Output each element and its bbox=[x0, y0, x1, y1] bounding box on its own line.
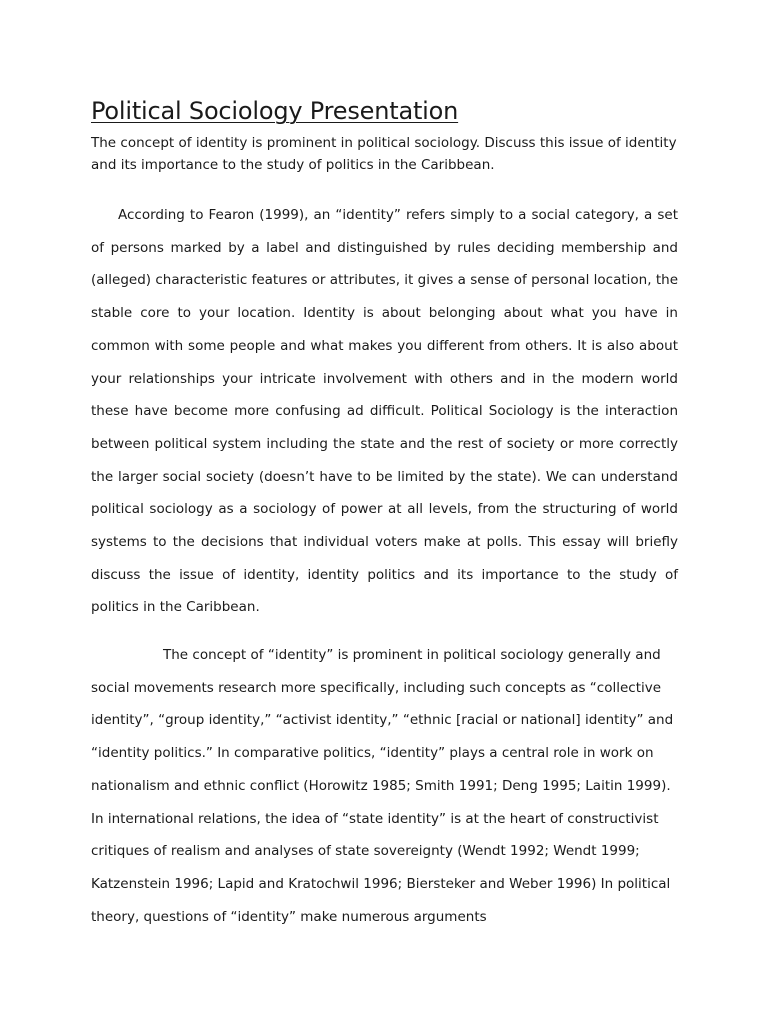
document-title: Political Sociology Presentation bbox=[91, 97, 459, 125]
body-paragraph-1: According to Fearon (1999), an “identity” refers simply to a social category, a set of persons marked by a label and distinguished by rules deciding membership and (alleged) characteristic features or attributes, it gives a sense of personal location, the stable core to your location. Identity is about belonging about what you have in common with some people and what makes you different from others. It is also about your relationships your intricate involvement with others and in the modern world these have become more confusing ad difficult. Political Sociology is the interaction between political system including the state and the rest of society or more correctly the larger social society (doesn’t have to be limited by the state). We can understand political sociology as a sociology of power at all levels, from the structuring of world systems to the decisions that individual voters make at polls. This essay will briefly discuss the issue of identity, identity politics and its importance to the study of politics in the Caribbean. bbox=[91, 207, 678, 616]
body-paragraph-2: The concept of “identity” is prominent in political sociology generally and social movements research more specifically, including such concepts as “collective identity”, “group identity,” “activist identity,” “ethnic [racial or national] identity” and “identity politics.” In comparative politics, “identity” plays a central role in work on nationalism and ethnic conflict (Horowitz 1985; Smith 1991; Deng 1995; Laitin 1999). In international relations, the idea of “state identity” is at the heart of constructivist critiques of realism and analyses of state sovereignty (Wendt 1992; Wendt 1999; Katzenstein 1996; Lapid and Kratochwil 1996; Biersteker and Weber 1996) In political theory, questions of “identity” make numerous arguments bbox=[91, 647, 674, 925]
essay-prompt: The concept of identity is prominent in political sociology. Discuss this issue of identity and its importance to the study of politics in the Caribbean. bbox=[91, 135, 677, 173]
